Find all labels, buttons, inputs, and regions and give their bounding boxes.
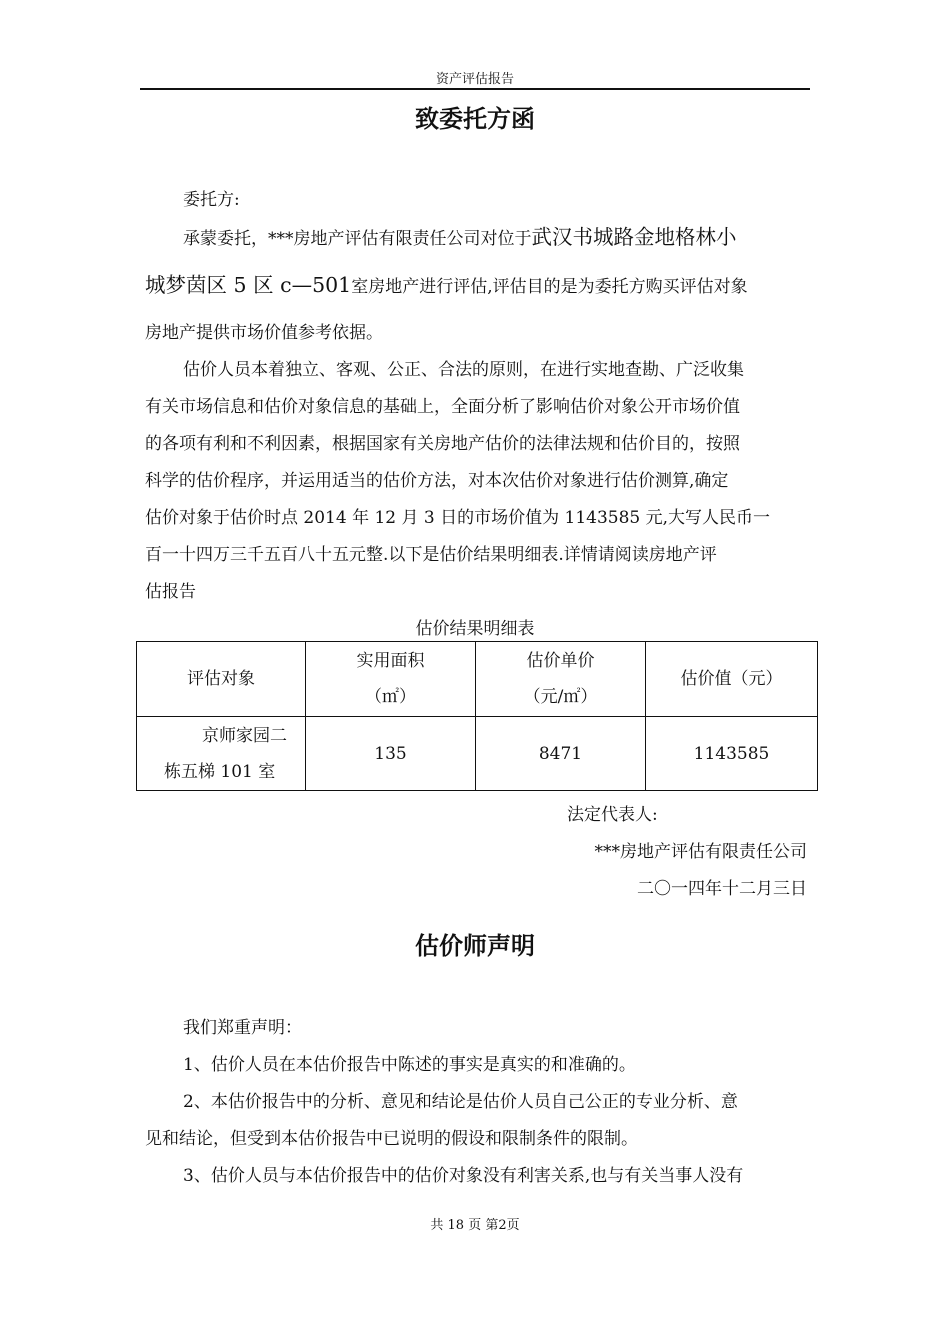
page-footer: 共 18 页 第2页 — [430, 1218, 520, 1233]
p1-line1-text: 承蒙委托，***房地产评估有限责任公司对位于 — [183, 229, 532, 249]
statement-item-2-line2: 见和结论，但受到本估价报告中已说明的假设和限制条件的限制。 — [145, 1129, 638, 1149]
letter-p2-line2: 有关市场信息和估价对象信息的基础上，全面分析了影响估价对象公开市场价值 — [145, 397, 740, 417]
valuation-result-table — [136, 641, 818, 791]
letter-p1-line1 — [183, 225, 815, 251]
header-area — [306, 642, 476, 717]
cell-value: 1143585 — [646, 717, 818, 791]
header-object: 评估对象 — [137, 642, 306, 717]
property-unit: 城梦茵区 5 区 c—501 — [145, 273, 352, 297]
header-price — [476, 642, 646, 717]
letter-p2-line3: 的各项有利和不利因素，根据国家有关房地产估价的法律法规和估价目的，按照 — [145, 434, 740, 454]
statement-item-3-line1: 3、估价人员与本估价报告中的估价对象没有利害关系,也与有关当事人没有 — [183, 1166, 744, 1186]
letter-p1-line3: 房地产提供市场价值参考依据。 — [145, 323, 383, 343]
cell-price: 8471 — [476, 717, 646, 791]
header-area-label: 实用面积 — [356, 651, 425, 671]
statement-title: 估价师声明 — [415, 932, 535, 960]
letter-p2-line5: 估价对象于估价时点 2014 年 12 月 3 日的市场价值为 1143585 元,大写人民币一 — [145, 508, 771, 528]
addressee: 委托方: — [183, 190, 240, 210]
letter-title: 致委托方函 — [415, 105, 535, 133]
statement-item-1: 1、估价人员在本估价报告中陈述的事实是真实的和准确的。 — [183, 1055, 636, 1075]
signing-date: 二〇一四年十二月三日 — [637, 879, 807, 899]
property-location: 武汉书城路金地格林小 — [531, 225, 737, 249]
signing-company: ***房地产评估有限责任公司 — [594, 842, 807, 862]
table-caption: 估价结果明细表 — [415, 619, 535, 639]
p1-line2-text: 室房地产进行评估,评估目的是为委托方购买评估对象 — [351, 277, 748, 297]
header-value: 估价值（元） — [646, 642, 818, 717]
statement-item-2-line1: 2、本估价报告中的分析、意见和结论是估价人员自己公正的专业分析、意 — [183, 1092, 738, 1112]
legal-representative: 法定代表人: — [567, 805, 658, 825]
letter-p1-line2 — [145, 273, 815, 299]
cell-area: 135 — [306, 717, 476, 791]
letter-p2-line4: 科学的估价程序，并运用适当的估价方法，对本次估价对象进行估价测算,确定 — [145, 471, 729, 491]
header-divider — [140, 88, 810, 90]
running-header: 资产评估报告 — [435, 72, 514, 87]
statement-intro: 我们郑重声明： — [183, 1018, 302, 1038]
header-price-unit: （元/㎡） — [523, 687, 598, 707]
letter-p2-line7: 估报告 — [145, 582, 196, 602]
cell-object-line2: 栋五梯 101 室 — [164, 761, 276, 782]
letter-p2-line6: 百一十四万三千五百八十五元整.以下是估价结果明细表.详情请阅读房地产评 — [145, 545, 717, 565]
letter-p2-line1: 估价人员本着独立、客观、公正、合法的原则，在进行实地查勘、广泛收集 — [183, 360, 744, 380]
table-header-row — [137, 642, 818, 717]
table-row — [137, 717, 818, 791]
cell-object — [137, 717, 306, 791]
header-area-unit: （㎡） — [365, 687, 416, 707]
header-price-label: 估价单价 — [526, 651, 595, 671]
cell-object-line1: 京师家园二 — [202, 725, 287, 746]
